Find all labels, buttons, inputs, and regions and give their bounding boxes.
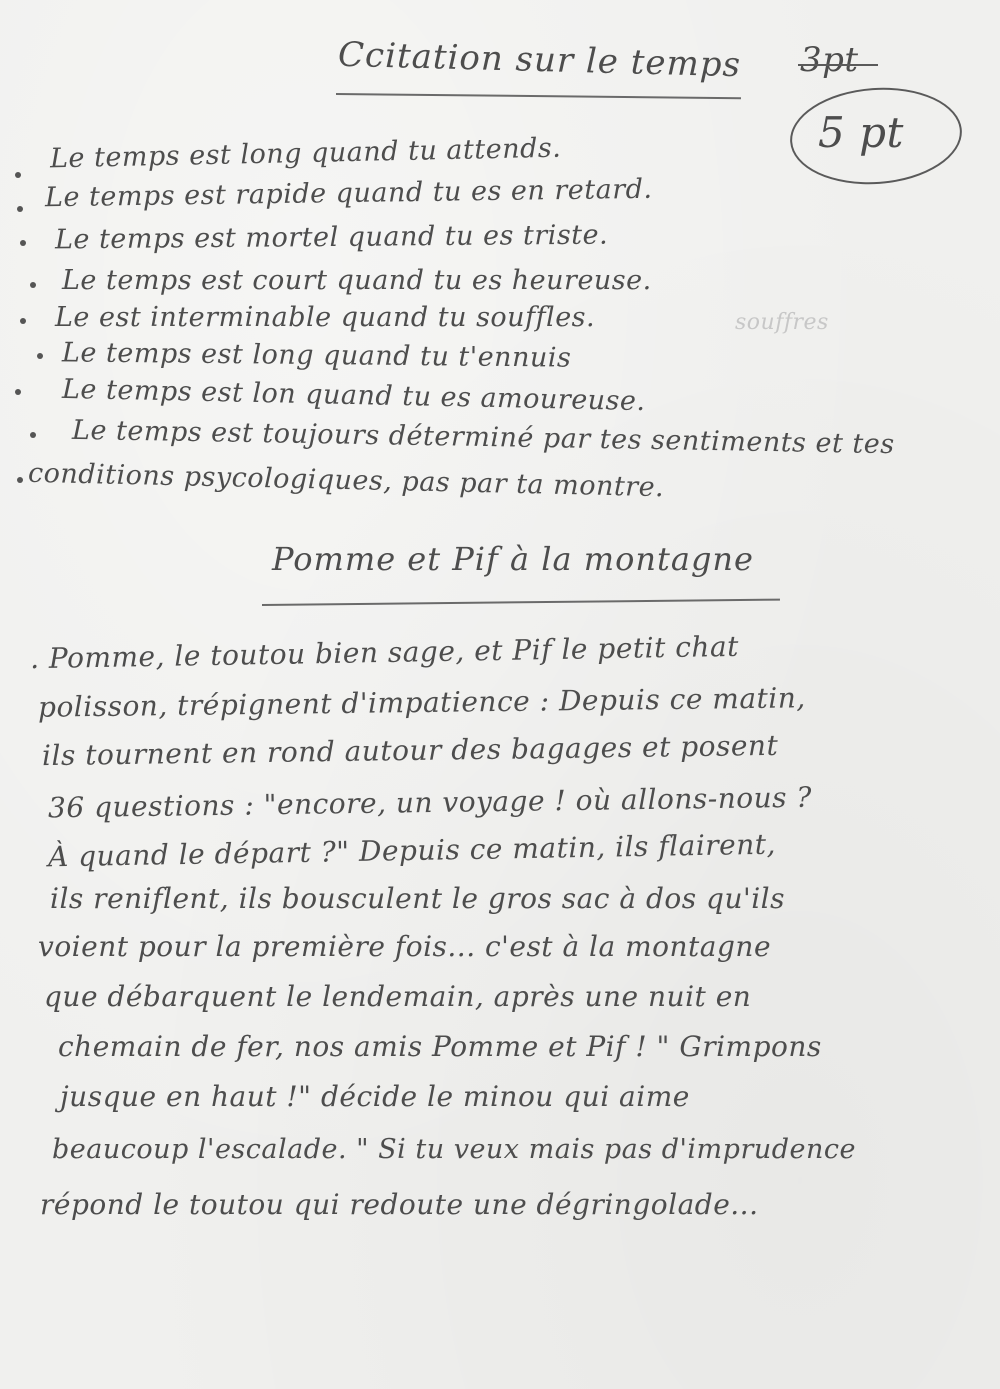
bullet — [20, 318, 26, 324]
quote-line: Le temps est rapide quand tu es en retard. — [44, 173, 653, 214]
section1-title: Ccitation sur le temps — [337, 34, 742, 86]
section1-title-underline — [336, 93, 741, 99]
section2-title: Pomme et Pif à la montagne — [272, 540, 754, 578]
grade: 5 pt — [818, 108, 904, 157]
bullet — [30, 282, 36, 288]
quote-line: Le temps est toujours déterminé par tes sentiments et tes — [71, 414, 895, 461]
bullet — [15, 389, 21, 395]
story-line: chemain de fer, nos amis Pomme et Pif ! " Grimpons — [58, 1030, 822, 1063]
crossed-grade: 3pt — [800, 40, 859, 80]
story-line: ils tournent en rond autour des bagages et posent — [41, 728, 779, 773]
bullet — [30, 432, 36, 438]
story-line: . Pomme, le toutou bien sage, et Pif le petit chat — [29, 629, 740, 676]
story-line: répond le toutou qui redoute une dégringolade... — [40, 1188, 759, 1221]
quote-line: Le temps est court quand tu es heureuse. — [62, 265, 652, 296]
bullet — [17, 477, 23, 483]
story-line: À quand le départ ?" Depuis ce matin, ils flairent, — [47, 827, 777, 874]
bullet — [17, 206, 23, 212]
bullet — [15, 172, 21, 178]
quote-line: Le est interminable quand tu souffles. — [55, 302, 596, 333]
quote-line: conditions psycologiques, pas par ta montre. — [27, 457, 665, 504]
grade-strikethrough — [798, 64, 878, 66]
story-line: voient pour la première fois... c'est à la montagne — [38, 930, 772, 963]
quote-line: Le temps est long quand tu t'ennuis — [61, 337, 572, 374]
story-line: beaucoup l'escalade. " Si tu veux mais pas d'imprudence — [52, 1134, 856, 1165]
quote-line: Le temps est lon quand tu es amoureuse. — [61, 373, 646, 418]
story-line: que débarquent le lendemain, après une nuit en — [44, 980, 752, 1013]
bullet — [20, 240, 26, 246]
margin-note: souffres — [735, 310, 829, 335]
story-line: 36 questions : "encore, un voyage ! où allons-nous ? — [47, 780, 813, 825]
story-line: polisson, trépignent d'impatience : Depuis ce matin, — [37, 681, 806, 724]
quote-line: Le temps est mortel quand tu es triste. — [54, 219, 609, 256]
story-line: ils reniflent, ils bousculent le gros sac à dos qu'ils — [50, 882, 785, 915]
story-line: jusque en haut !" décide le minou qui aime — [60, 1080, 690, 1113]
bullet — [37, 353, 43, 359]
quote-line: Le temps est long quand tu attends. — [49, 132, 562, 175]
section2-title-underline — [262, 599, 780, 606]
